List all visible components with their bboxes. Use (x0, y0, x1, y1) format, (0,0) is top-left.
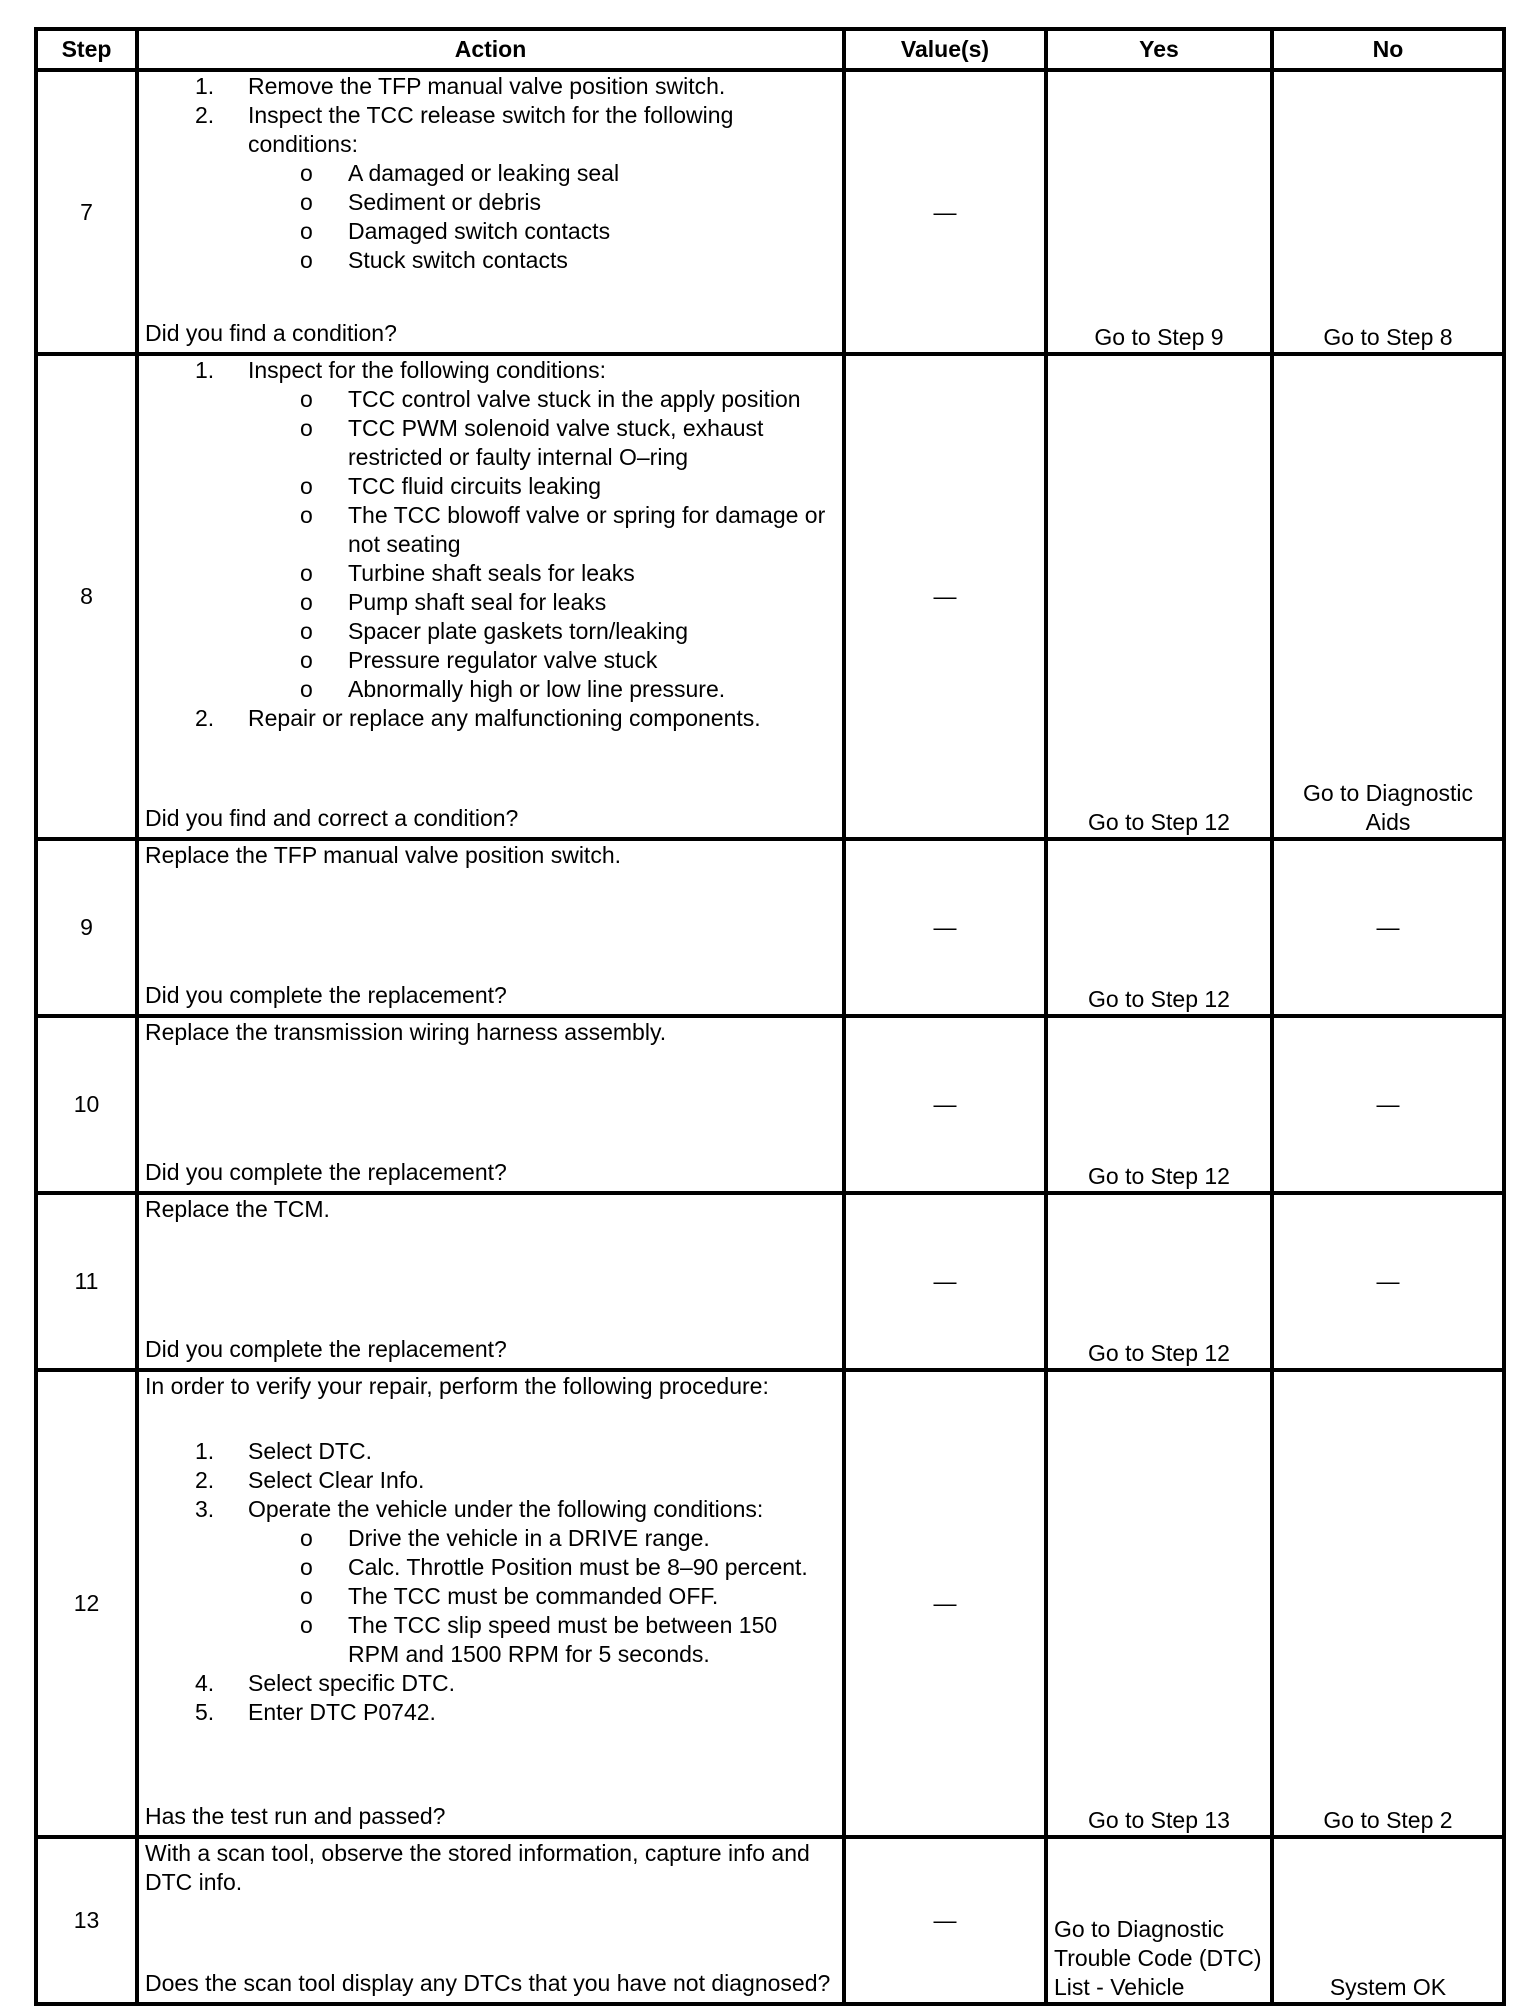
action-cell (137, 70, 844, 354)
question-text: Did you complete the replacement? (145, 982, 507, 1008)
yes-cell: Go to Step 9 (1046, 70, 1272, 354)
list-item: o A damaged or leaking seal (300, 160, 620, 186)
table-row-step-7 (36, 70, 1504, 354)
step-number: 9 (36, 839, 137, 1016)
action-cell (137, 1016, 844, 1193)
header-values: Value(s) (844, 29, 1046, 70)
question-text: Does the scan tool display any DTCs that you have not diagnosed? (145, 1970, 831, 1996)
list-item: o Calc. Throttle Position must be 8–90 percent. (300, 1554, 808, 1580)
action-cell (137, 1837, 844, 2004)
step-number: 10 (36, 1016, 137, 1193)
table-row-step-12 (36, 1370, 1504, 1837)
header-step: Step (36, 29, 137, 70)
list-item: o Spacer plate gaskets torn/leaking (300, 618, 689, 644)
action-cell (137, 839, 844, 1016)
action-cell (137, 1193, 844, 1370)
yes-cell: Go to Step 12 (1046, 1193, 1272, 1370)
table-row-step-9 (36, 839, 1504, 1016)
list-item: o Pump shaft seal for leaks (300, 589, 607, 615)
no-cell: Go to Step 2 (1272, 1370, 1504, 1837)
header-row (36, 29, 1504, 70)
list-item: 2. Repair or replace any malfunctioning components. (195, 705, 761, 731)
list-item: 1. Remove the TFP manual valve position switch. (195, 73, 726, 99)
no-cell: — (1272, 839, 1504, 1016)
list-item: o TCC fluid circuits leaking (300, 473, 602, 499)
question-text: Did you complete the replacement? (145, 1336, 507, 1362)
action-text: Replace the TCM. (145, 1196, 330, 1222)
yes-cell: Go to Diagnostic Trouble Code (DTC) List - Vehicle (1046, 1837, 1272, 2004)
question-text: Did you complete the replacement? (145, 1159, 507, 1185)
spacer (145, 1401, 834, 1437)
list-item: o Sediment or debris (300, 189, 542, 215)
list-item: 1. Inspect for the following conditions: o TCC control valve stuck in the apply position o TCC PWM solenoid valve stuck, exhaust restricted or faulty internal O–ring o TCC fluid circuits leaking o The TCC blowoff valve or spring for damage or not seating o Turbine shaft seals for leaks o Pump shaft seal for leaks o Spacer plate gaskets torn/leaking o Pressure regulator valve stuck o Abnormally high or low line pressure. (145, 356, 834, 704)
list-item: o The TCC slip speed must be between 150 RPM and 1500 RPM for 5 seconds. (300, 1612, 778, 1667)
intro-text: In order to verify your repair, perform the following procedure: (145, 1373, 769, 1399)
no-cell: Go to Step 8 (1272, 70, 1504, 354)
list-item: o Abnormally high or low line pressure. (300, 676, 726, 702)
yes-cell: Go to Step 12 (1046, 354, 1272, 839)
numbered-list (145, 356, 834, 733)
list-item: 3. Operate the vehicle under the following conditions: o Drive the vehicle in a DRIVE range. o Calc. Throttle Position must be 8–90 percent. o The TCC must be commanded OFF. o The TCC slip speed must be between 150 RPM and 1500 RPM for 5 seconds. (145, 1495, 834, 1669)
list-item: o Drive the vehicle in a DRIVE range. (300, 1525, 710, 1551)
yes-cell: Go to Step 13 (1046, 1370, 1272, 1837)
list-item: 4. Select specific DTC. (195, 1670, 456, 1696)
numbered-list (145, 72, 834, 275)
yes-cell: Go to Step 12 (1046, 839, 1272, 1016)
action-text: Replace the transmission wiring harness assembly. (145, 1019, 667, 1045)
list-item: 5. Enter DTC P0742. (195, 1699, 436, 1725)
value-cell: — (844, 1837, 1046, 2004)
action-cell (137, 1370, 844, 1837)
table-row-step-11 (36, 1193, 1504, 1370)
action-text: Replace the TFP manual valve position switch. (145, 842, 622, 868)
question-text: Has the test run and passed? (145, 1803, 446, 1829)
numbered-list (145, 1437, 834, 1727)
list-item: o Damaged switch contacts (300, 218, 611, 244)
step-number: 12 (36, 1370, 137, 1837)
table-row-step-10 (36, 1016, 1504, 1193)
no-cell: — (1272, 1016, 1504, 1193)
bullet-list (248, 385, 834, 704)
list-item: 2. Inspect the TCC release switch for the following conditions: o A damaged or leaking seal o Sediment or debris o Damaged switch contacts o Stuck switch contacts (145, 101, 834, 275)
header-action: Action (137, 29, 844, 70)
step-number: 7 (36, 70, 137, 354)
value-cell: — (844, 1193, 1046, 1370)
table-row-step-13 (36, 1837, 1504, 2004)
list-item: o Turbine shaft seals for leaks (300, 560, 635, 586)
value-cell: — (844, 839, 1046, 1016)
step-number: 11 (36, 1193, 137, 1370)
value-cell: — (844, 70, 1046, 354)
bullet-list (145, 159, 834, 275)
bullet-list (248, 1524, 834, 1669)
no-cell: — (1272, 1193, 1504, 1370)
list-item: o TCC control valve stuck in the apply position (300, 386, 801, 412)
action-text: With a scan tool, observe the stored information, capture info and DTC info. (145, 1840, 810, 1895)
no-cell: Go to Diagnostic Aids (1272, 354, 1504, 839)
list-item: 2. Select Clear Info. (195, 1467, 425, 1493)
list-item: o Pressure regulator valve stuck (300, 647, 658, 673)
diagnostic-table (34, 27, 1506, 2006)
list-item: o The TCC blowoff valve or spring for damage or not seating (300, 502, 826, 557)
action-cell (137, 354, 844, 839)
list-item: o The TCC must be commanded OFF. (300, 1583, 719, 1609)
question-text: Did you find a condition? (145, 320, 397, 346)
list-item: 1. Select DTC. (195, 1438, 372, 1464)
list-item: o Stuck switch contacts (300, 247, 568, 273)
header-yes: Yes (1046, 29, 1272, 70)
question-text: Did you find and correct a condition? (145, 805, 519, 831)
value-cell: — (844, 354, 1046, 839)
list-item: o TCC PWM solenoid valve stuck, exhaust restricted or faulty internal O–ring (300, 415, 764, 470)
table-row-step-8 (36, 354, 1504, 839)
no-cell: System OK (1272, 1837, 1504, 2004)
value-cell: — (844, 1370, 1046, 1837)
step-number: 8 (36, 354, 137, 839)
yes-cell: Go to Step 12 (1046, 1016, 1272, 1193)
step-number: 13 (36, 1837, 137, 2004)
value-cell: — (844, 1016, 1046, 1193)
header-no: No (1272, 29, 1504, 70)
